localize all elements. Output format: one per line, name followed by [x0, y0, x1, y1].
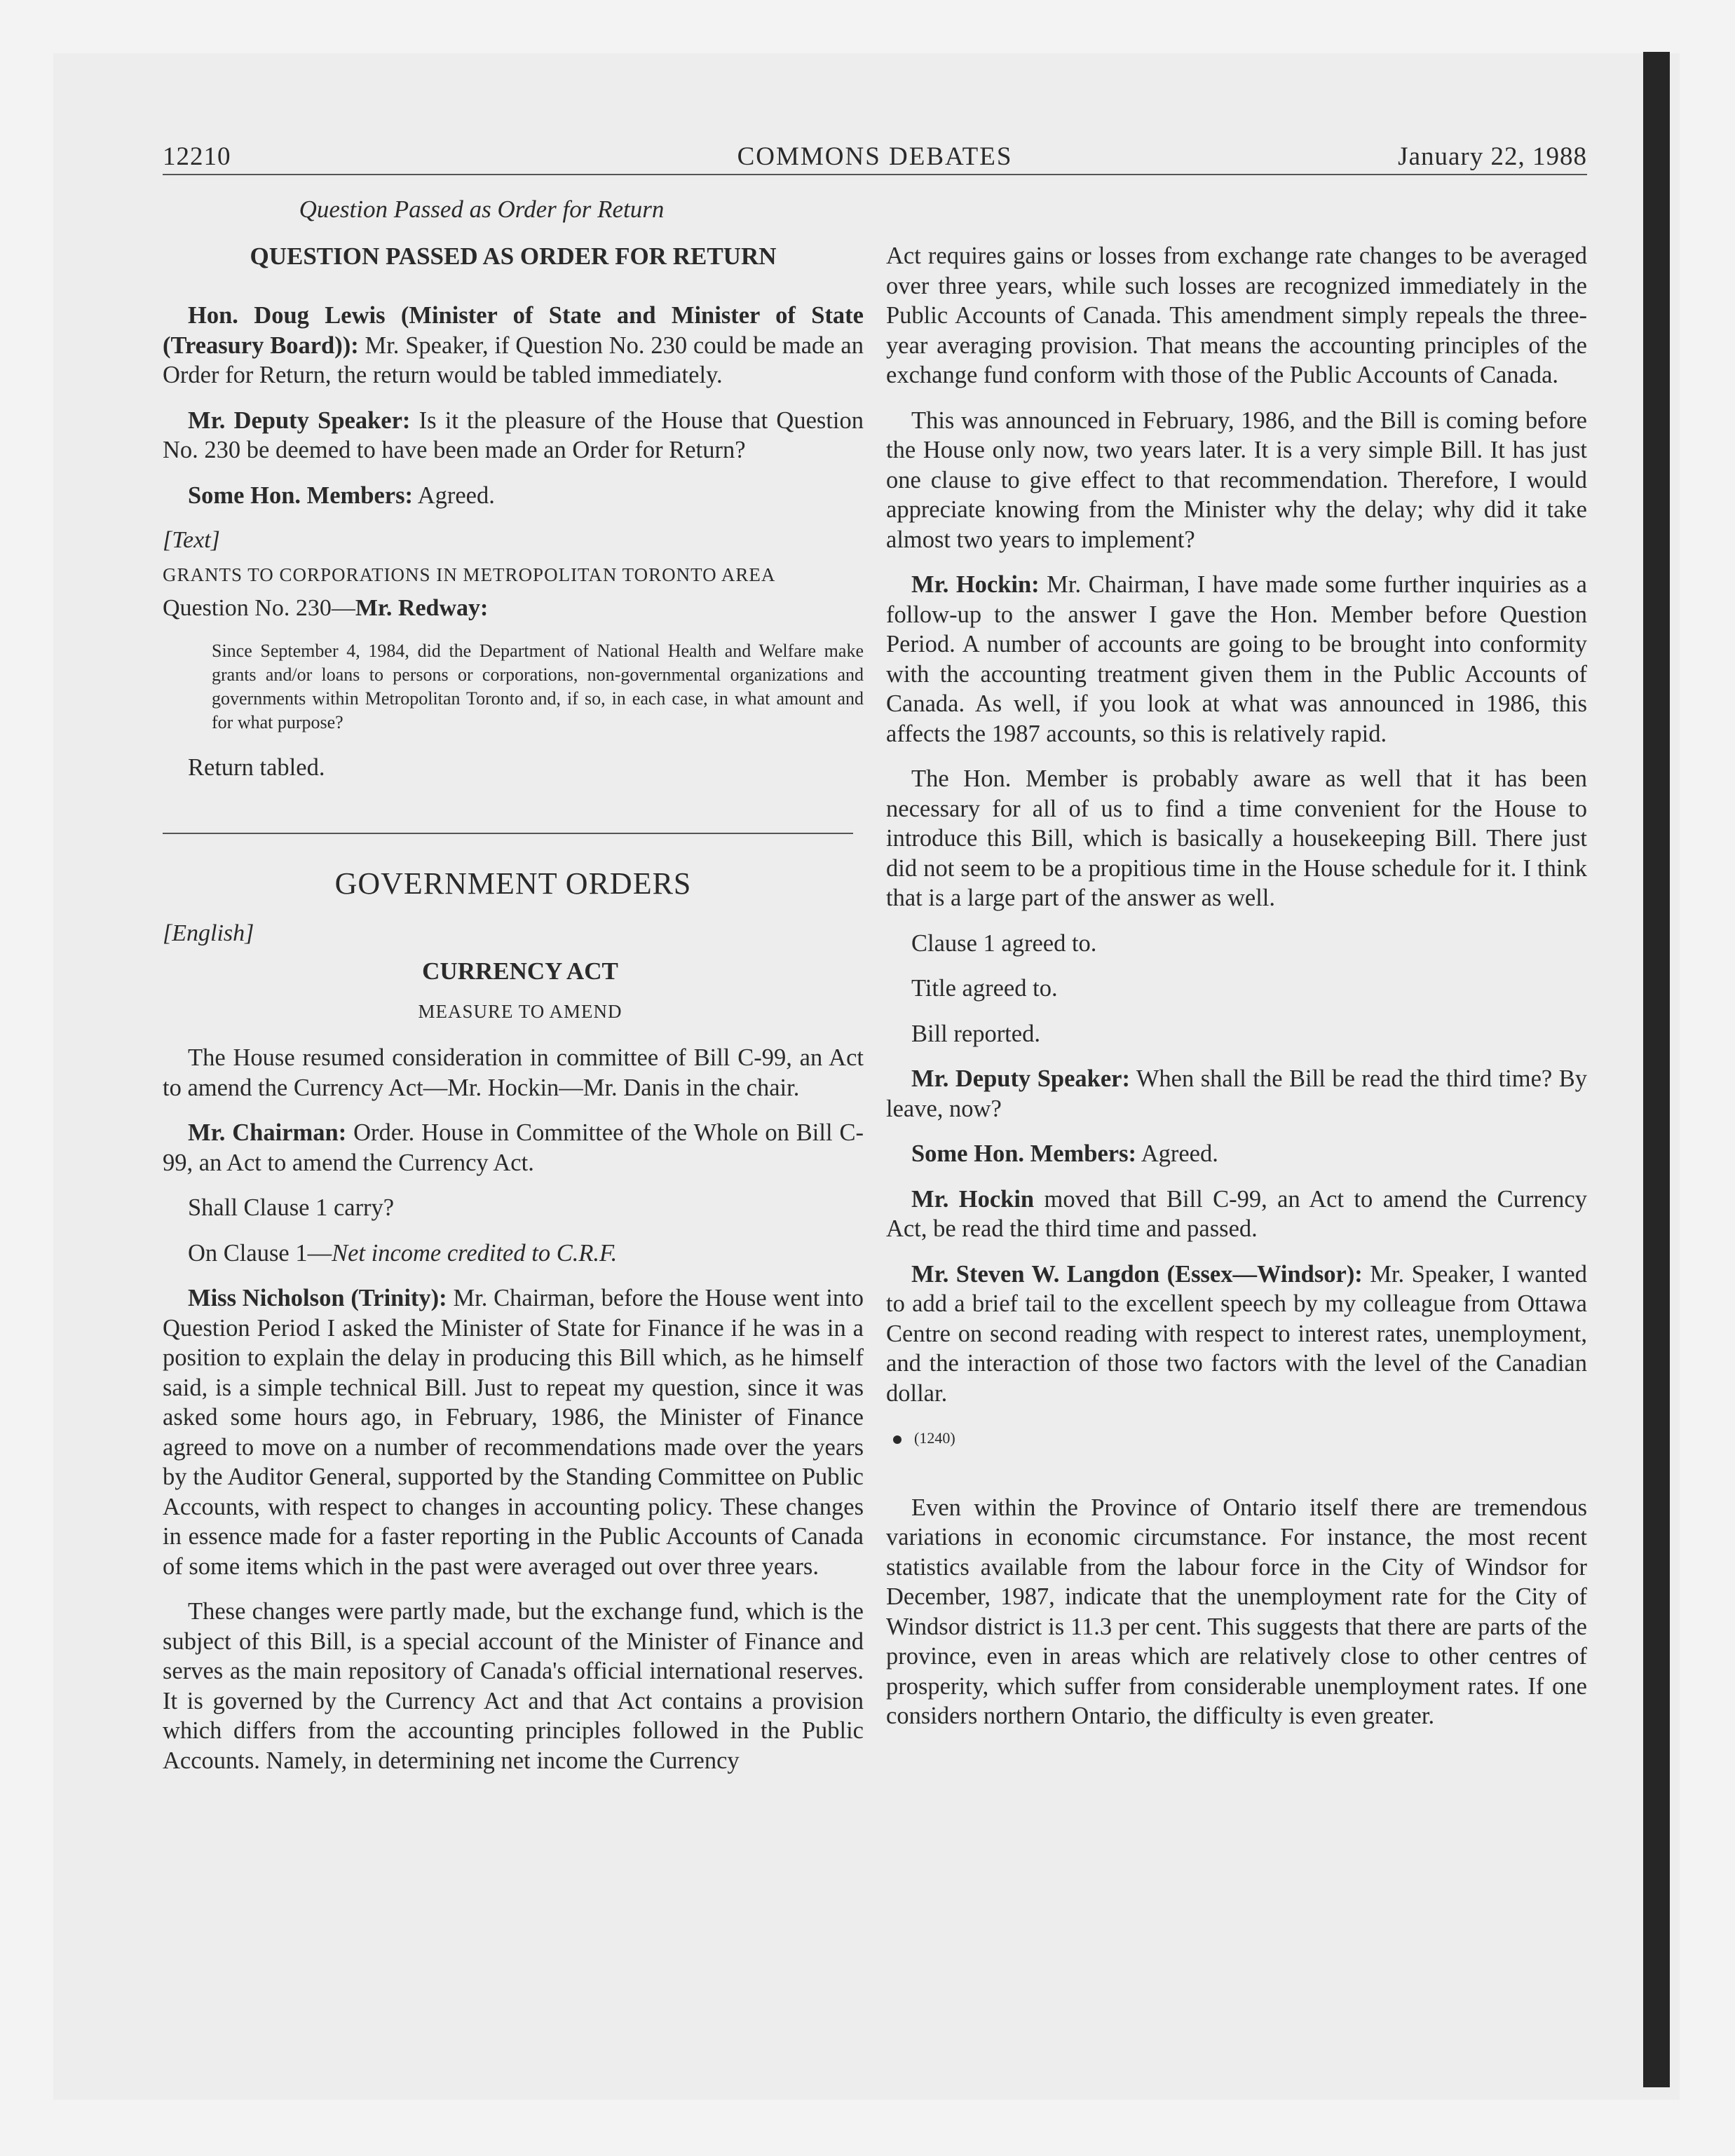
speaker-name: Mr. Chairman:: [188, 1119, 347, 1146]
speaker-name: Mr. Deputy Speaker:: [911, 1065, 1130, 1092]
paragraph: [886, 570, 1587, 749]
paragraph: This was announced in February, 1986, and the Bill is coming before the House only now, two years later. It is a very simple Bill. It has just one clause to give effect to that recommendation. Therefore, I would appreciate knowing from the Minister why the delay; why did it take almost two years to implement?: [886, 407, 1587, 553]
page-date: January 22, 1988: [1398, 142, 1587, 171]
measure-heading: MEASURE TO AMEND: [418, 1000, 622, 1022]
speaker-name: Some Hon. Members:: [188, 482, 413, 509]
paragraph: Act requires gains or losses from exchange rate changes to be averaged over three years, while such losses are recognized immediately in the Public Accounts of Canada. This amendment simply repeals the three-year averaging provision. That means the accounting principles of the exchange fund conform with those of the Public Accounts of Canada.: [886, 243, 1587, 388]
speaker-name: Mr. Steven W. Langdon (Essex—Windsor):: [911, 1260, 1363, 1288]
paragraph: [886, 1139, 1587, 1169]
paragraph: Clause 1 agreed to.: [911, 929, 1097, 957]
paragraph: [163, 1283, 864, 1581]
paragraph: [886, 1185, 1587, 1244]
speech-text: Agreed.: [1136, 1140, 1218, 1167]
page-number: 12210: [163, 142, 231, 171]
publication-title: COMMONS DEBATES: [737, 142, 1013, 171]
question-member: Mr. Redway:: [355, 595, 489, 621]
paragraph: The House resumed consideration in committee of Bill C-99, an Act to amend the Currency Act—Mr. Hockin—Mr. Danis in the chair.: [163, 1044, 864, 1101]
speech-text: moved that Bill C-99, an Act to amend the Currency Act, be read the third time and passed.: [886, 1185, 1587, 1242]
english-tag: [English]: [163, 920, 254, 946]
speaker-name: Miss Nicholson (Trinity):: [188, 1285, 447, 1311]
speaker-name: Mr. Hockin: [911, 1185, 1035, 1213]
currency-act-heading: CURRENCY ACT: [422, 957, 618, 985]
paragraph: Bill reported.: [911, 1020, 1040, 1047]
question-heading: GRANTS TO CORPORATIONS IN METROPOLITAN TORONTO AREA: [163, 564, 776, 585]
section-heading: QUESTION PASSED AS ORDER FOR RETURN: [250, 242, 777, 270]
speech-text: Mr. Speaker, if Question No. 230 could be made an Order for Return, the return would be tabled immediately.: [163, 332, 864, 388]
time-marker-text: (1240): [914, 1429, 955, 1447]
bullet-icon: [893, 1435, 901, 1444]
paragraph: Even within the Province of Ontario itself there are tremendous variations in economic circumstance. For instance, the most recent statistics available from the labour force in the City of Windsor for December, 1987, indicate that the unemployment rate for the City of Windsor district is 11.3 per cent. This suggests that there are parts of the province, even in areas which are relatively close to other centres of prosperity, which suffer from considerable unemployment rates. If one considers northern Ontario, the difficulty is even greater.: [886, 1494, 1587, 1729]
paragraph: [163, 406, 864, 465]
speech-text: Mr. Chairman, I have made some further inquiries as a follow-up to the answer I gave the Hon. Member before Question Period. A number of accounts are going to be brought into conformity with the accounting treatment given them in the Public Accounts of Canada. As well, if you look at what was announced in 1986, this affects the 1987 accounts, so this is relatively rapid.: [886, 571, 1587, 747]
question-line: [163, 594, 864, 624]
time-marker: [893, 1424, 1587, 1454]
paragraph: [163, 301, 864, 390]
speech-text: When shall the Bill be read the third time? By leave, now?: [886, 1065, 1587, 1122]
scan-edge-bar: [1643, 52, 1670, 2087]
speech-text: Mr. Chairman, before the House went into Question Period I asked the Minister of State for Finance if he was in a position to explain the delay in producing this Bill which, as he himself said, is a simple technical Bill. Just to repeat my question, since it was asked some hours ago, in February, 1986, the Minister of Finance agreed to move on a number of recommendations made over the years by the Auditor General, supported by the Standing Committee on Public Accounts, with respect to changes in accounting policy. These changes in essence made for a faster reporting in the Public Accounts of Canada of some items which in the past were averaged out over three years.: [163, 1285, 864, 1580]
speech-text: Order. House in Committee of the Whole on Bill C-99, an Act to amend the Currency Act.: [163, 1119, 864, 1176]
paragraph: [163, 1118, 864, 1178]
clause-title: Net income credited to C.R.F.: [332, 1239, 618, 1267]
speaker-name: Hon. Doug Lewis (Minister of State and Minister of State (Treasury Board)):: [163, 302, 864, 359]
paragraph: [886, 1260, 1587, 1409]
question-number: Question No. 230—: [163, 595, 355, 621]
paragraph: [163, 481, 864, 511]
speaker-name: Mr. Deputy Speaker:: [188, 407, 411, 434]
section-divider: [163, 833, 853, 834]
speech-text: Mr. Speaker, I wanted to add a brief tail to the excellent speech by my colleague from Ottawa Centre on second reading with respect to interest rates, unemployment, and the interaction of those two factors with the level of the Canadian dollar.: [886, 1260, 1587, 1407]
question-quote: Since September 4, 1984, did the Department of National Health and Welfare make grants and/or loans to persons or corporations, non-governmental organizations and governments within Metropolitan Toronto and, if so, in each case, in what amount and for what purpose?: [212, 640, 864, 732]
right-column: [886, 189, 1587, 1747]
government-orders-heading: GOVERNMENT ORDERS: [334, 866, 692, 901]
paragraph: Shall Clause 1 carry?: [188, 1194, 395, 1221]
page-header: [163, 140, 1587, 175]
text-tag: [Text]: [163, 527, 220, 553]
paragraph: Title agreed to.: [911, 975, 1058, 1002]
speaker-name: Mr. Hockin:: [911, 571, 1040, 598]
paragraph: [886, 1064, 1587, 1124]
paragraph: [163, 1239, 864, 1269]
speech-text: Agreed.: [412, 482, 495, 509]
paragraph: The Hon. Member is probably aware as well that it has been necessary for all of us to find a time convenient for the House to introduce this Bill, which is basically a housekeeping Bill. There just did not seem to be a propitious time in the House schedule for it. I think that is a large part of the answer as well.: [886, 765, 1587, 911]
left-column: [163, 189, 864, 1791]
paragraph: These changes were partly made, but the exchange fund, which is the subject of this Bill, is a special account of the Minister of Finance and serves as the main repository of Canada's official international reserves. It is governed by the Currency Act and that Act contains a provision which differs from the accounting principles followed in the Public Accounts. Namely, in determining net income the Currency: [163, 1598, 864, 1774]
speech-text: Is it the pleasure of the House that Question No. 230 be deemed to have been made an Order for Return?: [163, 407, 864, 463]
return-tabled: Return tabled.: [188, 753, 325, 781]
speaker-name: Some Hon. Members:: [911, 1140, 1136, 1167]
section-subheading: Question Passed as Order for Return: [299, 196, 665, 223]
clause-prefix: On Clause 1—: [188, 1239, 332, 1267]
